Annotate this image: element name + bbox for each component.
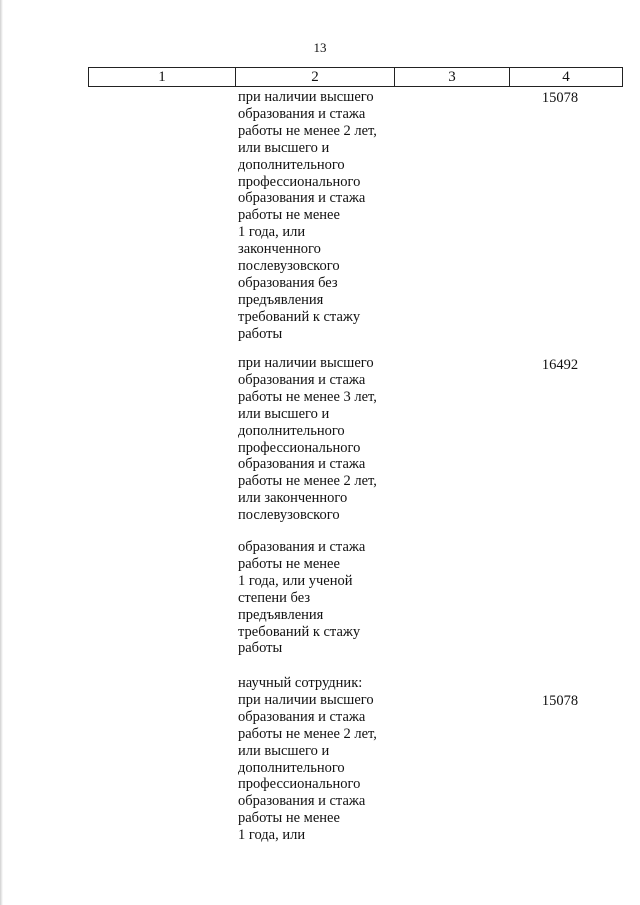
entry-value-4: 15078 <box>541 693 579 709</box>
scan-edge-shadow <box>0 0 3 905</box>
entry-text-1: при наличии высшего образования и стажа работы не менее 2 лет, или высшего и дополнительного профессионального образования и стажа работы не менее 1 года, или законченного послевузовского образования без предъявления требований к стажу работы <box>238 89 377 342</box>
entry-text-4: научный сотрудник: при наличии высшего образования и стажа работы не менее 2 лет, или высшего и дополнительного профессионального образования и стажа работы не менее 1 года, или <box>238 675 377 844</box>
entry-value-2: 16492 <box>541 357 579 373</box>
table-header-row <box>89 68 623 87</box>
entry-text-2: при наличии высшего образования и стажа работы не менее 3 лет, или высшего и дополнительного профессионального образования и стажа работы не менее 2 лет, или законченного послевузовского <box>238 355 377 524</box>
column-header-1: 1 <box>89 68 236 87</box>
column-header-table <box>88 67 623 87</box>
column-header-2: 2 <box>236 68 395 87</box>
entry-value-1: 15078 <box>541 90 579 106</box>
column-header-4: 4 <box>510 68 623 87</box>
entry-text-3: образования и стажа работы не менее 1 года, или ученой степени без предъявления требований к стажу работы <box>238 539 366 657</box>
page-number: 13 <box>313 40 327 55</box>
column-header-3: 3 <box>395 68 510 87</box>
